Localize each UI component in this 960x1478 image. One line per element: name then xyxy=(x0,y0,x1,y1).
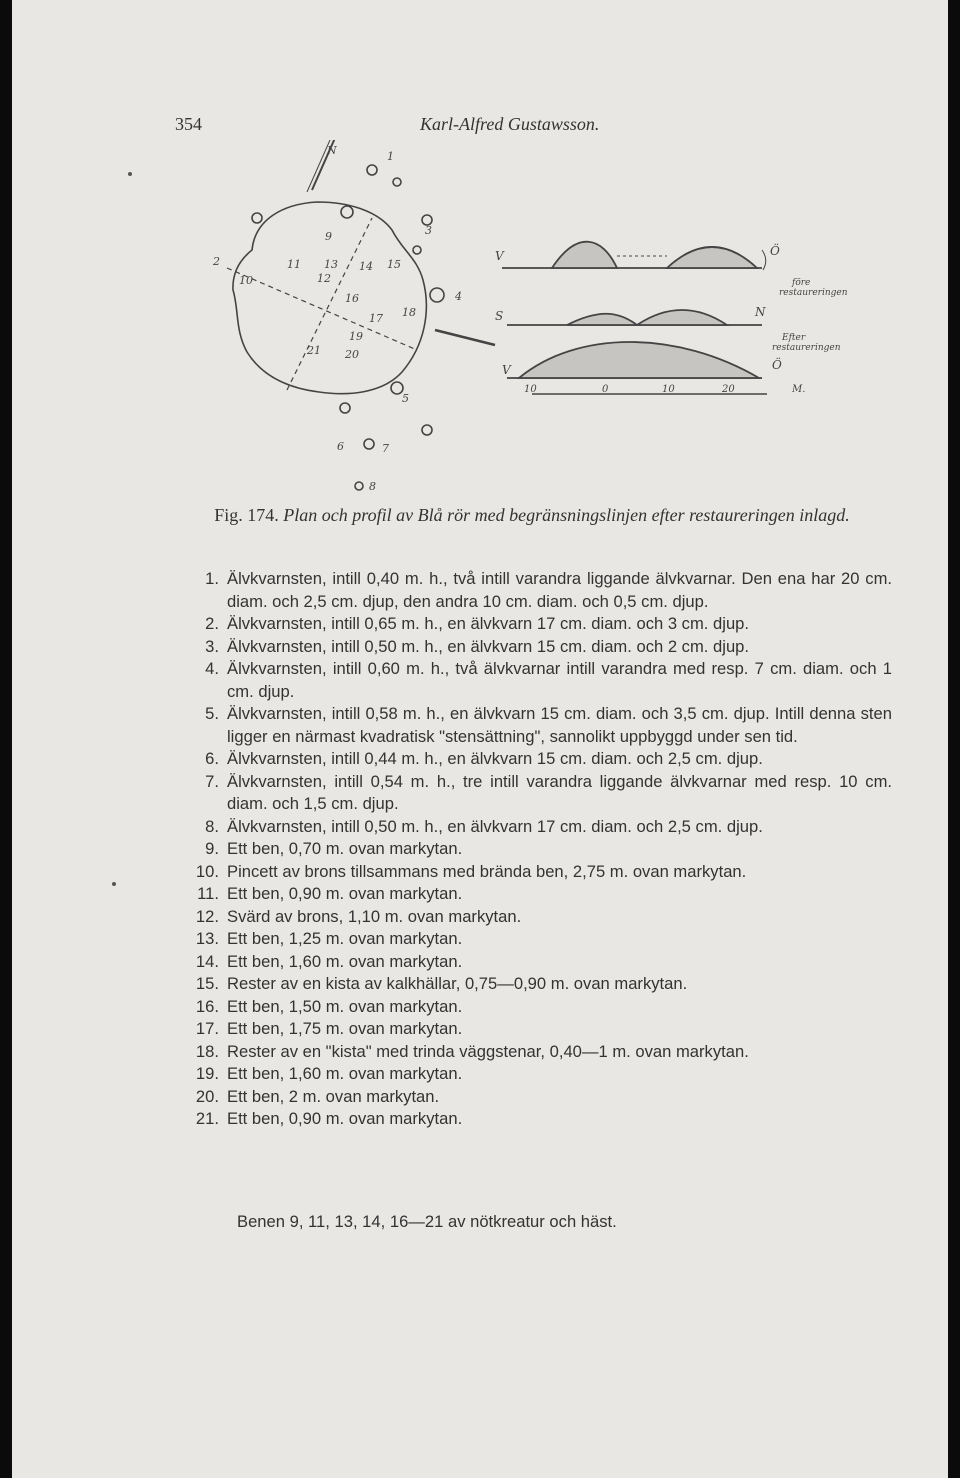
legend-item xyxy=(172,883,892,906)
legend-item-text: Ett ben, 1,25 m. ovan markytan. xyxy=(227,929,463,948)
note-before-2: restaureringen xyxy=(779,288,848,298)
scale-tick-2: 0 xyxy=(602,384,609,395)
legend-item-number: 4. xyxy=(205,659,219,678)
note-before-1: före xyxy=(792,278,811,288)
legend-item-number: 3. xyxy=(205,636,219,656)
legend-item xyxy=(172,906,892,929)
legend-item-text: Älvkvarnsten, intill 0,40 m. h., två intill varandra liggande älvkvarnar. Den ena har 20 cm. diam. och 2,5 cm. djup, den andra 10 cm. diam. och 0,5 cm. djup. xyxy=(227,569,892,611)
scale-unit: M. xyxy=(792,384,806,395)
legend-item-number: 14. xyxy=(195,951,219,971)
stone-1 xyxy=(367,165,377,175)
book-page xyxy=(12,0,948,1478)
caption-prefix: Fig. 174. xyxy=(214,505,279,525)
plan-label-13: 13 xyxy=(324,258,338,271)
legend-item-number: 17. xyxy=(195,1019,219,1038)
legend-item xyxy=(172,771,892,816)
profile-label-o1: Ö xyxy=(770,244,780,258)
plan-label-20: 20 xyxy=(345,348,359,361)
legend-item-text: Ett ben, 1,60 m. ovan markytan. xyxy=(227,1064,463,1083)
legend-list xyxy=(172,568,892,1131)
plan-label-18: 18 xyxy=(402,306,416,319)
plan-label-11: 11 xyxy=(287,258,301,271)
profile-label-n: N xyxy=(755,305,766,319)
legend-item-number: 19. xyxy=(195,1064,219,1083)
plan-label-3: 3 xyxy=(425,224,432,237)
stone-9 xyxy=(422,425,432,435)
legend-item-text: Ett ben, 1,60 m. ovan markytan. xyxy=(227,951,463,971)
legend-item-text: Ett ben, 2 m. ovan markytan. xyxy=(227,1086,440,1106)
legend-item xyxy=(172,951,892,974)
figure-caption xyxy=(192,504,872,526)
legend-item xyxy=(172,658,892,703)
plan-label-15: 15 xyxy=(387,258,401,271)
plan-label-north: N xyxy=(327,144,337,157)
legend-item-number: 1. xyxy=(205,569,219,588)
legend-item-number: 12. xyxy=(195,906,219,926)
profile-line-2 xyxy=(287,218,372,390)
stone-4 xyxy=(430,288,444,302)
legend-item-text: Älvkvarnsten, intill 0,60 m. h., två älvkvarnar intill varandra med resp. 7 cm. diam. och 1 cm. djup. xyxy=(227,659,892,701)
legend-item xyxy=(172,1108,892,1131)
legend-item xyxy=(172,861,892,884)
note-after-1: Efter xyxy=(782,333,806,343)
legend-item xyxy=(172,1086,892,1109)
legend-item-number: 2. xyxy=(205,614,219,633)
legend-item xyxy=(172,996,892,1019)
legend-item xyxy=(172,1018,892,1041)
legend-item-number: 9. xyxy=(205,839,219,858)
note-after-2: restaureringen xyxy=(772,343,841,353)
plan-label-9: 9 xyxy=(325,230,332,243)
legend-item-text: Ett ben, 0,70 m. ovan markytan. xyxy=(227,839,463,858)
legend-item-text: Ett ben, 0,90 m. ovan markytan. xyxy=(227,1109,463,1128)
legend-item-text: Rester av en kista av kalkhällar, 0,75—0,90 m. ovan markytan. xyxy=(227,974,688,993)
page-header xyxy=(12,114,948,138)
stone-7 xyxy=(364,439,374,449)
legend-item-text: Älvkvarnsten, intill 0,65 m. h., en älvkvarn 17 cm. diam. och 3 cm. djup. xyxy=(227,614,750,633)
legend-item-text: Älvkvarnsten, intill 0,58 m. h., en älvkvarn 15 cm. diam. och 3,5 cm. djup. Intill denna sten ligger en närmast kvadratisk "stensättning", sannolikt uppbyggd under sen tid. xyxy=(227,704,892,746)
legend-item-text: Älvkvarnsten, intill 0,54 m. h., tre intill varandra liggande älvkvarnar med resp. 10 cm. diam. och 1,5 cm. djup. xyxy=(227,771,892,813)
legend-item-number: 11. xyxy=(197,884,219,903)
plan-label-10: 10 xyxy=(239,274,253,287)
bracket-before xyxy=(762,250,766,270)
plan-label-8: 8 xyxy=(369,480,376,493)
figure-174 xyxy=(197,140,877,500)
plan-label-5: 5 xyxy=(402,392,409,405)
legend-item-number: 20. xyxy=(195,1086,219,1106)
profile-2-mound xyxy=(567,310,727,325)
legend-item-number: 6. xyxy=(205,749,219,768)
profile-label-o2: Ö xyxy=(772,358,782,372)
plan-label-21: 21 xyxy=(307,344,321,357)
stone-11 xyxy=(252,213,262,223)
legend-item xyxy=(172,816,892,839)
legend-item xyxy=(172,703,892,748)
plan-label-2: 2 xyxy=(213,255,220,268)
profile-drawings xyxy=(502,242,767,394)
legend-item-number: 21. xyxy=(195,1109,219,1128)
legend-item xyxy=(172,838,892,861)
plan-label-6: 6 xyxy=(337,440,344,453)
legend-item-text: Älvkvarnsten, intill 0,44 m. h., en älvkvarn 15 cm. diam. och 2,5 cm. djup. xyxy=(227,749,763,768)
plan-drawing xyxy=(227,140,495,490)
plan-and-profile-drawing xyxy=(197,140,877,500)
plan-labels xyxy=(212,144,462,493)
running-head: Karl-Alfred Gustawsson. xyxy=(420,114,600,134)
legend-item-number: 13. xyxy=(195,929,219,948)
scale-tick-4: 20 xyxy=(722,384,735,395)
plan-label-12: 12 xyxy=(317,272,331,285)
legend-item xyxy=(172,748,892,771)
legend-item-number: 18. xyxy=(195,1041,219,1061)
legend-item xyxy=(172,928,892,951)
stone-2 xyxy=(393,178,401,186)
legend-item-text: Älvkvarnsten, intill 0,50 m. h., en älvkvarn 15 cm. diam. och 2 cm. djup. xyxy=(227,636,750,656)
legend-item-number: 8. xyxy=(205,816,219,836)
scale-tick-3: 10 xyxy=(662,384,675,395)
profile-label-v1: V xyxy=(495,249,504,263)
profile-label-s: S xyxy=(495,309,504,323)
stone-8 xyxy=(355,482,363,490)
legend-item-text: Ett ben, 0,90 m. ovan markytan. xyxy=(227,884,463,903)
scan-speck xyxy=(112,882,116,886)
scale-tick-1: 10 xyxy=(524,384,537,395)
legend-item-number: 5. xyxy=(205,704,219,723)
plan-label-1: 1 xyxy=(387,150,394,163)
legend-item xyxy=(172,1063,892,1086)
legend-item-number: 16. xyxy=(195,996,219,1016)
profile-3-mound xyxy=(519,342,759,378)
plan-label-4: 4 xyxy=(455,290,462,303)
legend-item-number: 10. xyxy=(195,861,219,881)
caption-text: Plan och profil av Blå rör med begränsningslinjen efter restaureringen inlagd. xyxy=(283,505,850,525)
page-number: 354 xyxy=(175,114,202,134)
legend-summary: Benen 9, 11, 13, 14, 16—21 av nötkreatur och häst. xyxy=(237,1212,617,1231)
stone-10 xyxy=(341,206,353,218)
plan-label-17: 17 xyxy=(369,312,383,325)
legend-item xyxy=(172,568,892,613)
profile-label-v2: V xyxy=(502,363,511,377)
profile-1-mound xyxy=(552,242,757,268)
legend-item-number: 15. xyxy=(195,974,219,993)
plan-label-14: 14 xyxy=(359,260,373,273)
entrance-marker xyxy=(435,330,495,345)
plan-label-7: 7 xyxy=(382,442,389,455)
legend-item xyxy=(172,613,892,636)
legend-item-text: Ett ben, 1,75 m. ovan markytan. xyxy=(227,1019,463,1038)
plan-label-19: 19 xyxy=(349,330,363,343)
legend-item-text: Älvkvarnsten, intill 0,50 m. h., en älvkvarn 17 cm. diam. och 2,5 cm. djup. xyxy=(227,816,763,836)
legend-item xyxy=(172,636,892,659)
stone-6 xyxy=(340,403,350,413)
stone-12 xyxy=(413,246,421,254)
legend-item-text: Rester av en "kista" med trinda väggstenar, 0,40—1 m. ovan markytan. xyxy=(227,1041,749,1061)
legend-item xyxy=(172,1041,892,1064)
legend-item-text: Svärd av brons, 1,10 m. ovan markytan. xyxy=(227,906,522,926)
plan-label-16: 16 xyxy=(345,292,359,305)
legend-item xyxy=(172,973,892,996)
legend-item-text: Ett ben, 1,50 m. ovan markytan. xyxy=(227,996,463,1016)
legend-item-number: 7. xyxy=(205,771,219,791)
legend-item-text: Pincett av brons tillsammans med brända ben, 2,75 m. ovan markytan. xyxy=(227,861,747,881)
scan-speck xyxy=(128,172,132,176)
